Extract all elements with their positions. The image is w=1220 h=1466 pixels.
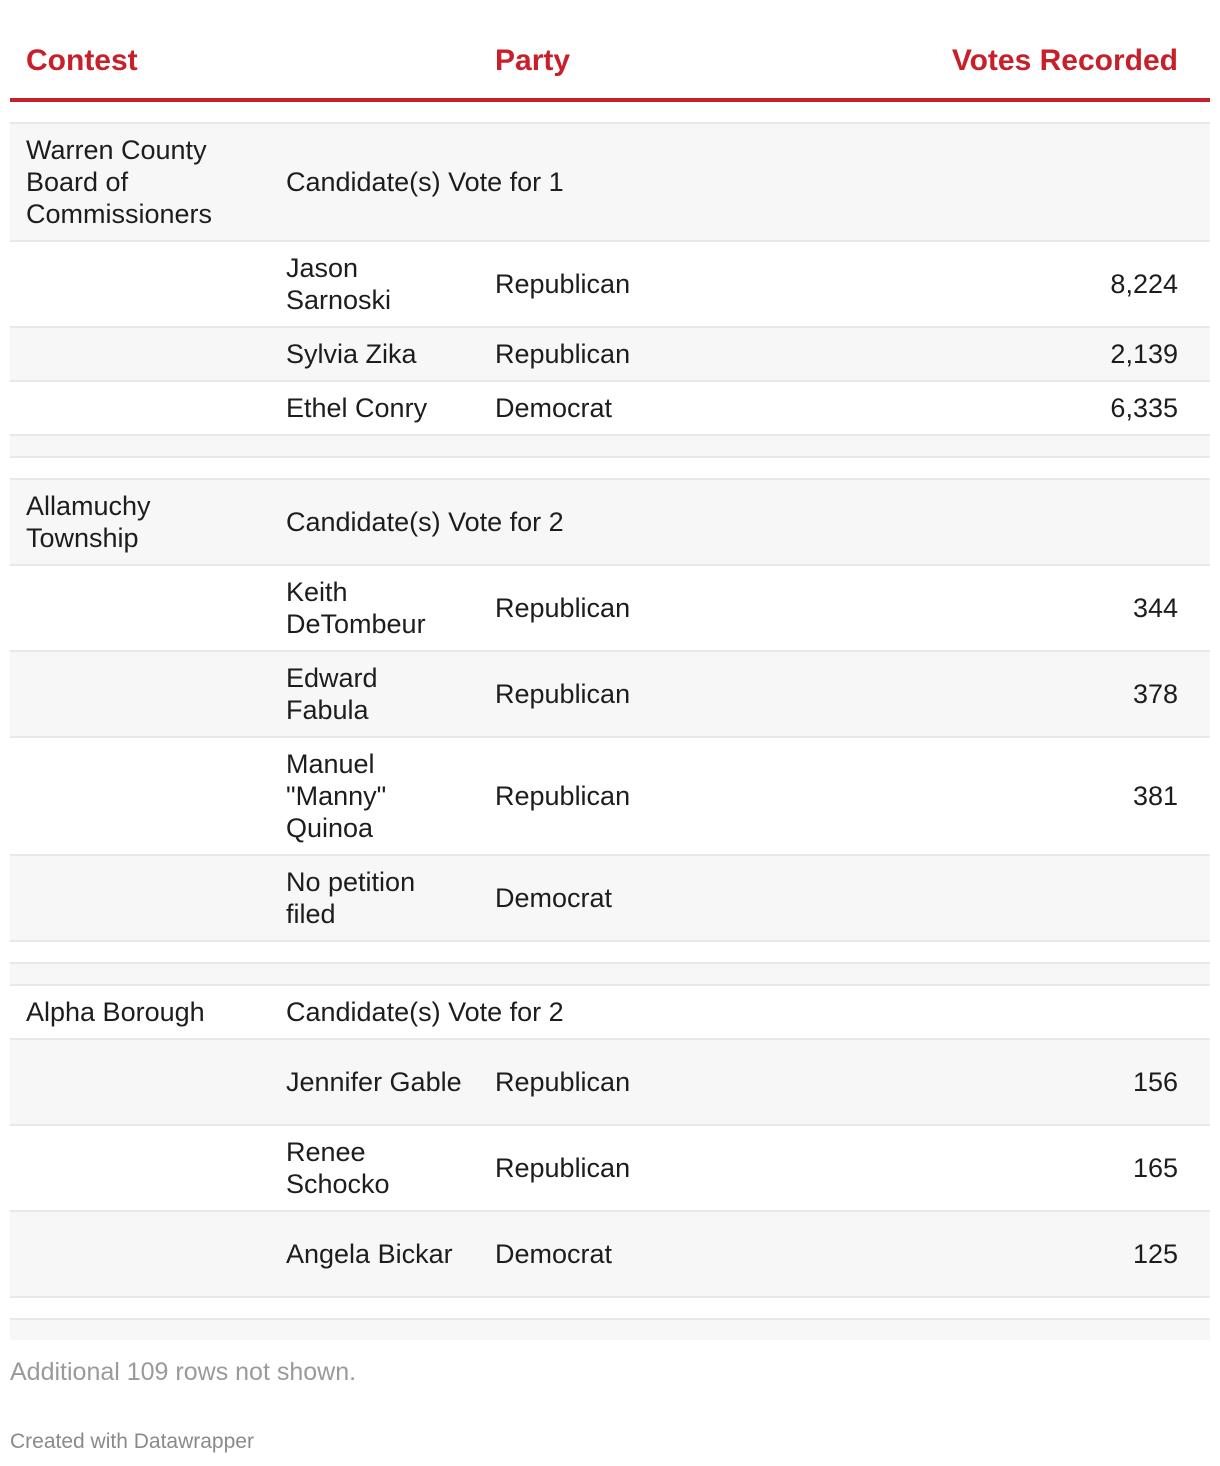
table-row xyxy=(10,736,1210,854)
candidate-party: Republican xyxy=(495,679,631,709)
candidate-name: Jennifer Gable xyxy=(286,1067,462,1097)
spacer-row xyxy=(10,1296,1210,1318)
candidate-party: Republican xyxy=(495,339,631,369)
candidate-party: Republican xyxy=(495,269,631,299)
contest-name: Allamuchy Township xyxy=(26,491,151,553)
table-row xyxy=(10,1038,1210,1124)
table-row xyxy=(10,1124,1210,1210)
candidate-name: Manuel "Manny" Quinoa xyxy=(286,749,387,843)
candidate-party: Republican xyxy=(495,1153,631,1183)
candidate-name: Ethel Conry xyxy=(286,393,428,423)
candidate-votes: 2,139 xyxy=(1110,339,1178,369)
candidate-name: No petition filed xyxy=(286,867,416,929)
vote-instruction: Candidate(s) Vote for 2 xyxy=(286,507,564,537)
table-notes: Additional 109 rows not shown. xyxy=(10,1358,357,1386)
vote-instruction: Candidate(s) Vote for 2 xyxy=(286,997,564,1027)
spacer-row xyxy=(10,940,1210,962)
contest-row xyxy=(10,122,1210,240)
table-row xyxy=(10,854,1210,940)
candidate-name: Edward Fabula xyxy=(286,663,378,725)
candidate-votes: 344 xyxy=(1132,593,1178,623)
vote-instruction: Candidate(s) Vote for 1 xyxy=(286,167,564,197)
contest-row xyxy=(10,478,1210,564)
candidate-name: Jason Sarnoski xyxy=(286,253,392,315)
header-contest: Contest xyxy=(26,44,138,77)
candidate-votes: 8,224 xyxy=(1110,269,1178,299)
table-header xyxy=(10,0,1210,102)
candidate-name: Angela Bickar xyxy=(286,1239,453,1269)
candidate-party: Republican xyxy=(495,593,631,623)
candidate-party: Republican xyxy=(495,781,631,811)
table-row xyxy=(10,564,1210,650)
header-party: Party xyxy=(495,44,571,77)
results-table xyxy=(10,0,1210,1340)
contest-name: Alpha Borough xyxy=(26,997,205,1027)
table-row xyxy=(10,240,1210,326)
candidate-name: Sylvia Zika xyxy=(286,339,417,369)
candidate-votes: 381 xyxy=(1132,781,1178,811)
contest-name: Warren County Board of Commissioners xyxy=(26,135,213,229)
table-body xyxy=(10,122,1210,1340)
candidate-votes: 156 xyxy=(1132,1067,1178,1097)
candidate-votes: 165 xyxy=(1132,1153,1178,1183)
header-votes-recorded: Votes Recorded xyxy=(951,44,1178,77)
candidate-votes: 125 xyxy=(1132,1239,1178,1269)
spacer-row xyxy=(10,434,1210,456)
candidate-party: Republican xyxy=(495,1067,631,1097)
contest-row xyxy=(10,984,1210,1038)
candidate-name: Keith DeTombeur xyxy=(286,577,426,639)
table-row xyxy=(10,650,1210,736)
table-row xyxy=(10,326,1210,380)
candidate-votes: 6,335 xyxy=(1110,393,1178,423)
spacer-row xyxy=(10,456,1210,478)
candidate-party: Democrat xyxy=(495,883,613,913)
table-row xyxy=(10,1210,1210,1296)
candidate-party: Democrat xyxy=(495,1239,613,1269)
table-end-band xyxy=(10,1318,1210,1340)
spacer-row xyxy=(10,962,1210,984)
candidate-party: Democrat xyxy=(495,393,613,423)
datawrapper-credit[interactable]: Created with Datawrapper xyxy=(10,1430,254,1453)
candidate-name: Renee Schocko xyxy=(286,1137,390,1199)
table-row xyxy=(10,380,1210,434)
candidate-votes: 378 xyxy=(1132,679,1178,709)
